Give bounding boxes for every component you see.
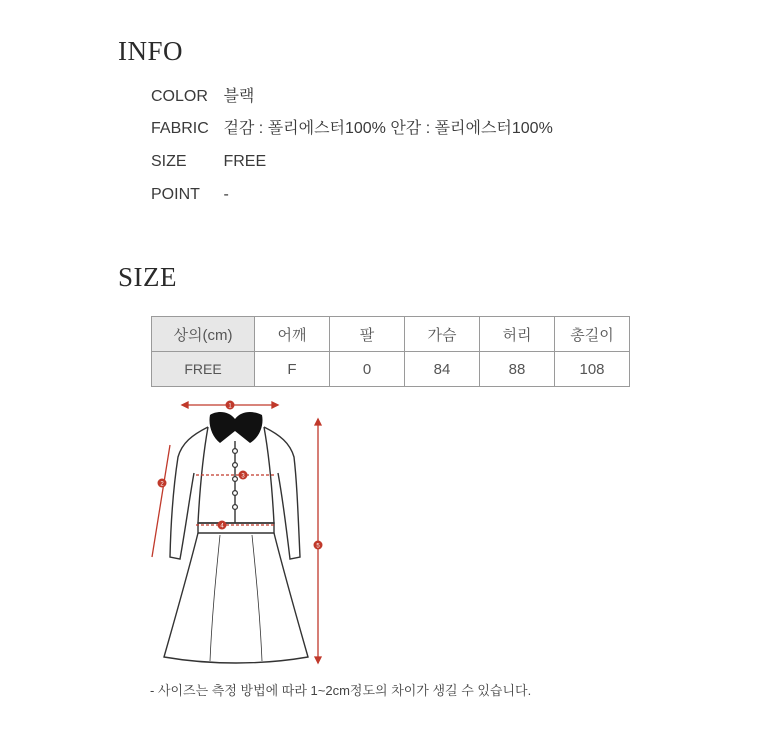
info-value-color: 블랙 [223,88,255,105]
info-label-fabric: FABRIC [151,120,209,137]
dress-measurement-diagram [140,395,340,670]
marker-label-3: 3 [241,473,245,480]
info-value-size: FREE [223,153,267,170]
size-table-cell: FREE [152,352,255,387]
size-table-header-cell: 상의(cm) [152,317,255,352]
info-label-size: SIZE [151,153,187,170]
size-table [151,316,630,387]
marker-label-1: 1 [228,403,232,410]
marker-label-2: 2 [160,481,164,488]
info-row-color [151,86,254,108]
size-table-header-cell: 가슴 [405,317,480,352]
size-table-cell: F [255,352,330,387]
size-table-header-cell: 팔 [330,317,405,352]
info-row-size [151,151,266,173]
size-section-title: SIZE [118,262,177,292]
size-table-header-cell: 총길이 [555,317,630,352]
info-label-point: POINT [151,186,200,203]
info-value-fabric: 겉감 : 폴리에스터100% 안감 : 폴리에스터100% [223,120,553,137]
info-row-fabric [151,118,553,140]
collar-shape [209,412,262,443]
size-table-cell: 108 [555,352,630,387]
info-value-point: - [223,186,229,203]
size-table-cell: 84 [405,352,480,387]
marker-label-4: 4 [220,523,224,530]
size-table-header-cell: 허리 [480,317,555,352]
marker-label-5: 5 [316,543,320,550]
info-label-color: COLOR [151,88,208,105]
size-table-cell: 0 [330,352,405,387]
info-row-point [151,184,229,206]
info-section-title: INFO [118,36,184,66]
size-table-cell: 88 [480,352,555,387]
size-note: - 사이즈는 측정 방법에 따라 1~2cm정도의 차이가 생길 수 있습니다. [150,683,532,698]
table-row [152,352,630,387]
size-table-header-cell: 어깨 [255,317,330,352]
size-table-header-row [152,317,630,352]
